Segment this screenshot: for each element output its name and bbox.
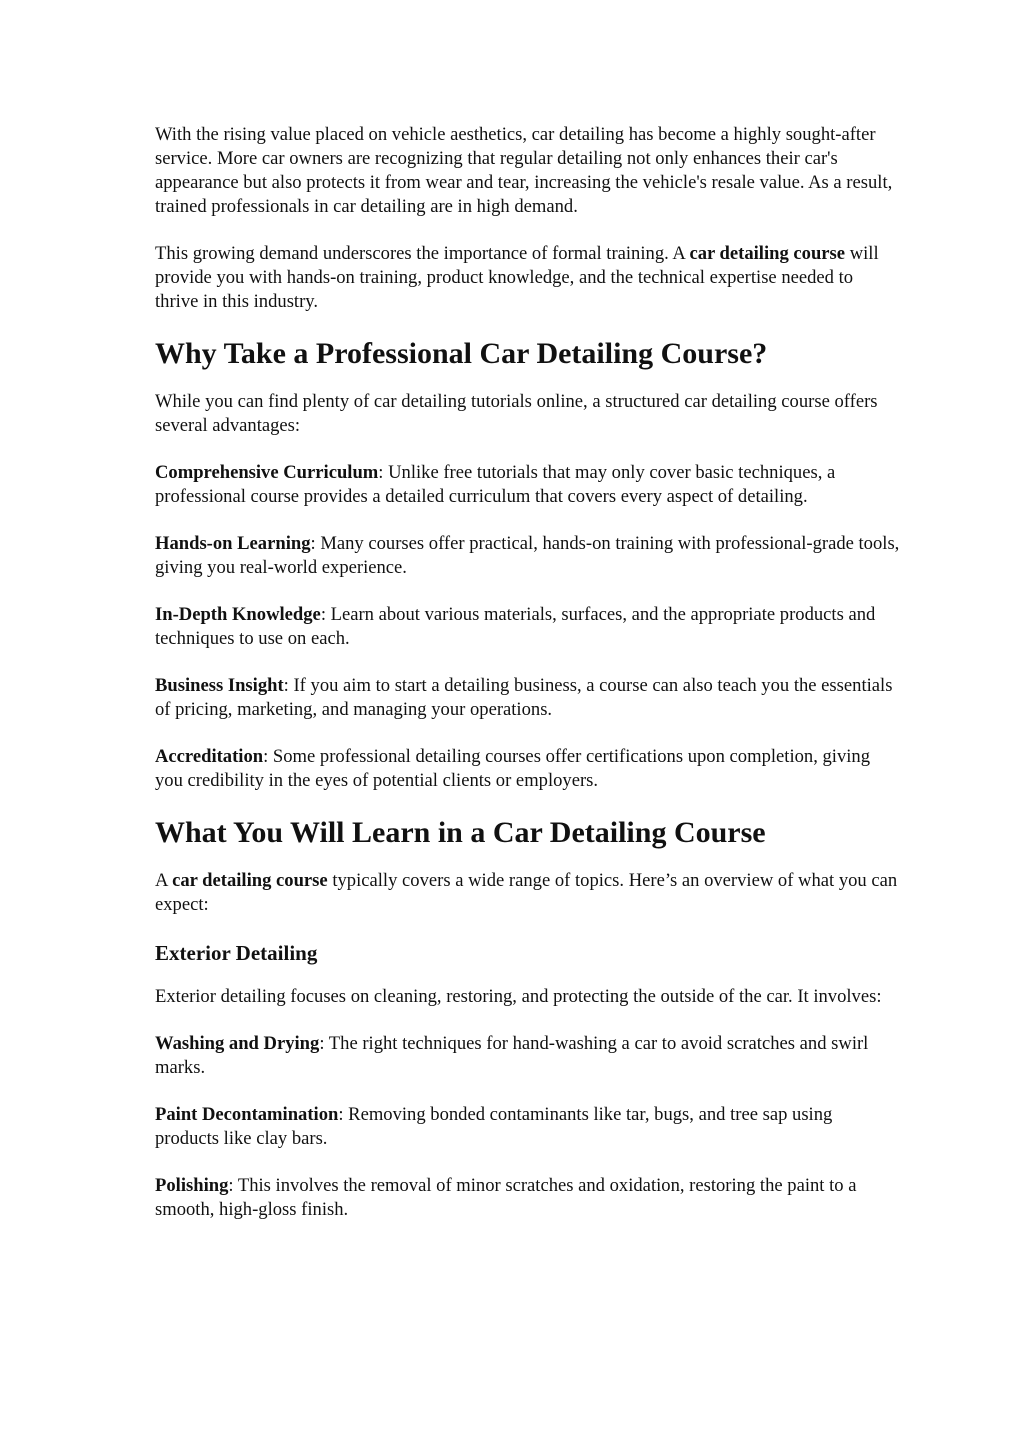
exterior-item-washing: [155, 1032, 900, 1080]
why-item-text: : If you aim to start a detailing business, a course can also teach you the essentials of pricing, marketing, and managing your operations.: [155, 675, 893, 720]
learn-intro-text-after: typically covers a wide range of topics. Here’s an overview of what you can expect:: [155, 870, 898, 915]
learn-heading: What You Will Learn in a Car Detailing Course: [155, 816, 766, 849]
learn-intro: [155, 869, 900, 917]
exterior-item-text: : Removing bonded contaminants like tar, bugs, and tree sap using products like clay bars.: [155, 1104, 833, 1149]
exterior-item-text: : This involves the removal of minor scratches and oxidation, restoring the paint to a smooth, high-gloss finish.: [155, 1175, 857, 1220]
document-page: [155, 123, 900, 1222]
why-item-term: In-Depth Knowledge: [155, 604, 321, 625]
intro-p2-text-before: This growing demand underscores the importance of formal training. A: [155, 243, 690, 264]
learn-intro-bold-term: car detailing course: [172, 870, 328, 891]
why-item-text: : Learn about various materials, surfaces, and the appropriate products and techniques to use on each.: [155, 604, 876, 649]
why-item-text: : Unlike free tutorials that may only cover basic techniques, a professional course provides a detailed curriculum that covers every aspect of detailing.: [155, 462, 836, 507]
why-item-business: [155, 674, 900, 722]
why-item-term: Business Insight: [155, 675, 284, 696]
exterior-item-term: Washing and Drying: [155, 1033, 320, 1054]
exterior-intro: Exterior detailing focuses on cleaning, restoring, and protecting the outside of the car. It involves:: [155, 986, 882, 1007]
exterior-item-text: : The right techniques for hand-washing a car to avoid scratches and swirl marks.: [155, 1033, 869, 1078]
intro-paragraph-2: [155, 242, 900, 314]
exterior-item-polishing: [155, 1174, 900, 1222]
intro-p2-bold-term: car detailing course: [689, 243, 846, 264]
why-item-term: Hands-on Learning: [155, 533, 311, 554]
why-heading: Why Take a Professional Car Detailing Course?: [155, 337, 768, 370]
exterior-item-term: Paint Decontamination: [155, 1104, 339, 1125]
learn-intro-text-before: A: [155, 870, 173, 891]
why-item-hands-on: [155, 532, 900, 580]
why-item-text: : Many courses offer practical, hands-on training with professional-grade tools, giving you real-world experience.: [155, 533, 900, 578]
why-intro: While you can find plenty of car detailing tutorials online, a structured car detailing course offers several advantages:: [155, 391, 878, 436]
why-item-accreditation: [155, 745, 900, 793]
intro-paragraph-1: With the rising value placed on vehicle aesthetics, car detailing has become a highly sought-after service. More car owners are recognizing that regular detailing not only enhances their car's appearance but also protects it from wear and tear, increasing the vehicle's resale value. As a result, trained professionals in car detailing are in high demand.: [155, 124, 893, 217]
why-item-text: : Some professional detailing courses offer certifications upon completion, giving you credibility in the eyes of potential clients or employers.: [155, 746, 871, 791]
why-item-knowledge: [155, 603, 900, 651]
intro-p2-text-after: will provide you with hands-on training, product knowledge, and the technical expertise needed to thrive in this industry.: [155, 243, 879, 312]
why-item-term: Accreditation: [155, 746, 264, 767]
exterior-item-term: Polishing: [155, 1175, 229, 1196]
exterior-heading: Exterior Detailing: [155, 941, 318, 965]
why-item-term: Comprehensive Curriculum: [155, 462, 379, 483]
why-item-curriculum: [155, 461, 900, 509]
exterior-item-decontamination: [155, 1103, 900, 1151]
